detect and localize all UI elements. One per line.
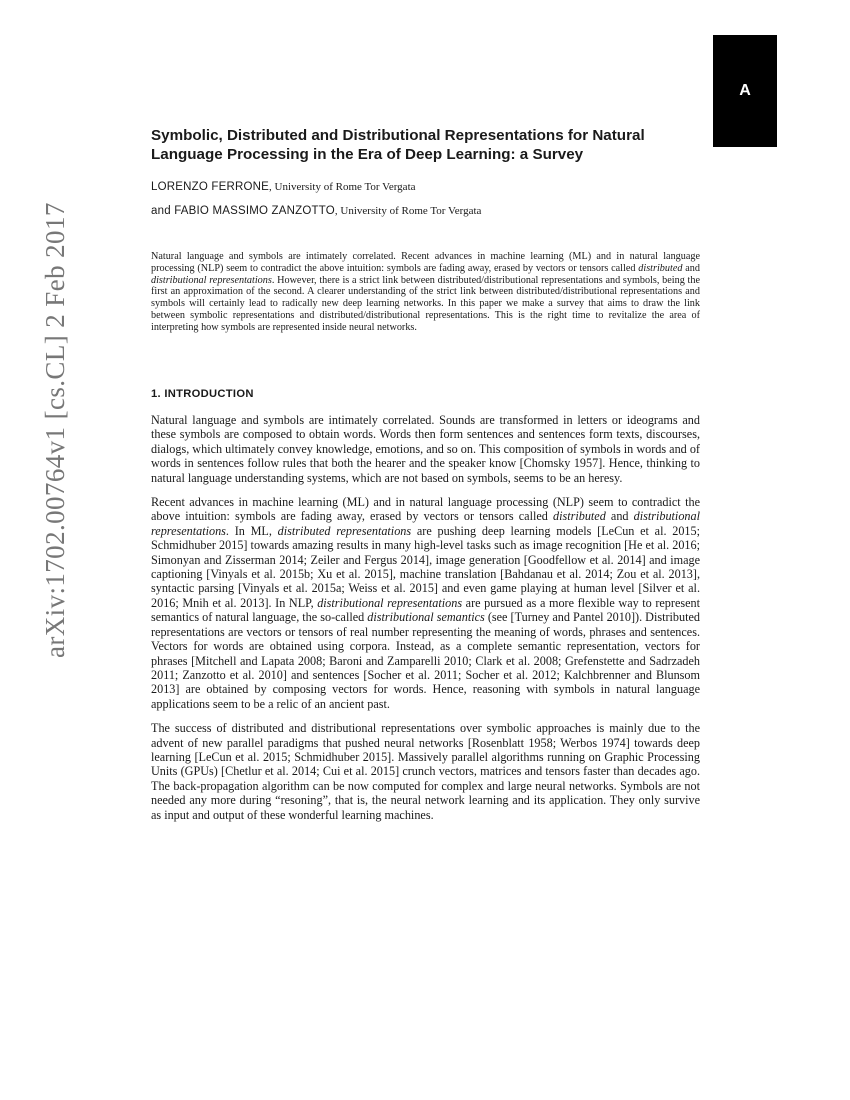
author-prefix: and <box>151 205 175 217</box>
italic-term: distributed <box>638 262 683 274</box>
section-tab-letter: A <box>713 35 777 147</box>
paragraph <box>151 413 700 485</box>
text-run: and <box>605 509 634 524</box>
author-name: FABIO MASSIMO ZANZOTTO <box>174 205 335 217</box>
italic-term: distributed <box>552 509 606 524</box>
text-run: Natural language and symbols are intimately correlated. Recent advances in machine learning (ML) and in natural language processing (NLP) seem to contradict the above intuition: symbols are fading away, erased by vectors or tensors called <box>151 251 700 274</box>
text-run: . However, there is a strict link between distributed/distributional representations and symbols, being the first an approximation of the second. A clearer understanding of the strict link between distributed/distributional representations and symbols will certainly lead to radically new deep learning networks. In this paper we make a survey that aims to draw the link between symbolic representations and distributed/distributional representations. This is the right time to revitalize the area of interpreting how symbols are represented inside neural networks. <box>151 274 700 333</box>
author-name: LORENZO FERRONE <box>151 181 270 193</box>
author-affiliation: , University of Rome Tor Vergata <box>334 205 482 217</box>
section-heading-introduction: 1. INTRODUCTION <box>151 388 254 400</box>
italic-term: distributed representations <box>277 523 412 538</box>
text-run: (see [Turney and Pantel 2010]). Distributed representations are vectors or tensors of real number representing the meaning of words, phrases and sentences. Vectors for words are obtained using corpora. Instead, as a complete semantic representation, vectors for phrases [Mitchell and Lapata 2008; Baroni and Zamparelli 2010; Clark et al. 2008; Grefenstette and Sadrzadeh 2011; Zanzotto et al. 2010] and sentences [Socher et al. 2011; Socher et al. 2012; Kalchbrenner and Blunsom 2013] are obtained by composing vectors for words. Hence, reasoning with symbols in natural language applications seem to be a relic of an ancient past. <box>151 610 701 711</box>
italic-term: distributional semantics <box>367 610 485 625</box>
arxiv-identifier-stamp: arXiv:1702.00764v1 [cs.CL] 2 Feb 2017 <box>40 202 70 658</box>
text-run: Natural language and symbols are intimately correlated. Sounds are transformed in letters or ideograms and these symbols are composed to obtain words. Words then form sentences and sentences form texts, discourses, dialogs, which ultimately convey knowledge, emotions, and so on. This composition of symbols in words and of words in sentences follow rules that both the hearer and the speaker know [Chomsky 1957]. Hence, thinking to natural language understanding systems, which are not based on symbols, seems to be an heresy. <box>151 413 700 485</box>
text-run: Recent advances in machine learning (ML) and in natural language processing (NLP) seem to contradict the above intuition: symbols are fading away, erased by vectors or tensors called <box>151 495 700 524</box>
text-run: . In ML, <box>225 523 278 538</box>
italic-term: distributional representations <box>317 595 463 610</box>
paragraph <box>151 495 700 711</box>
paper-title: Symbolic, Distributed and Distributional Representations for Natural Language Processing in the Era of Deep Learning: a Survey <box>151 127 645 163</box>
italic-term: distributional representations <box>151 274 272 286</box>
introduction-body <box>151 413 700 832</box>
text-run: are pushing deep learning models [LeCun et al. 2015; Schmidhuber 2015] towards amazing results in many high-level tasks such as image recognition [He et al. 2016; Simonyan and Zisserman 2014; Zeiler and Fergus 2014], image generation [Goodfellow et al. 2014] and image captioning [Vinyals et al. 2015b; Xu et al. 2015], machine translation [Bahdanau et al. 2014; Zou et al. 2013], syntactic parsing [Vinyals et al. 2015a; Weiss et al. 2015] and even game playing at human level [Silver et al. 2016; Mnih et al. 2013]. In NLP, <box>151 523 700 610</box>
abstract <box>151 251 700 334</box>
text-run: are pursued as a more flexible way to represent semantics of natural language, the so-called <box>151 595 700 625</box>
author-affiliation: , University of Rome Tor Vergata <box>269 181 416 193</box>
paragraph <box>151 721 700 822</box>
author-line-2 <box>151 205 481 217</box>
text-run: and <box>682 262 700 274</box>
italic-term: distributional representations <box>151 509 700 538</box>
author-line-1 <box>151 181 416 193</box>
text-run: The success of distributed and distributional representations over symbolic approaches is mainly due to the advent of new parallel paradigms that pushed neural networks [Rosenblatt 1958; Werbos 1974] towards deep learning [LeCun et al. 2015; Schmidhuber 2015]. Massively parallel algorithms running on Graphic Processing Units (GPUs) [Chetlur et al. 2014; Cui et al. 2015] crunch vectors, matrices and tensors faster than decades ago. The back-propagation algorithm can be now computed for complex and large neural networks. Symbols are not needed any more during “resoning”, that is, the neural network learning and its application. They only survive as input and output of these wonderful learning machines. <box>151 721 700 822</box>
